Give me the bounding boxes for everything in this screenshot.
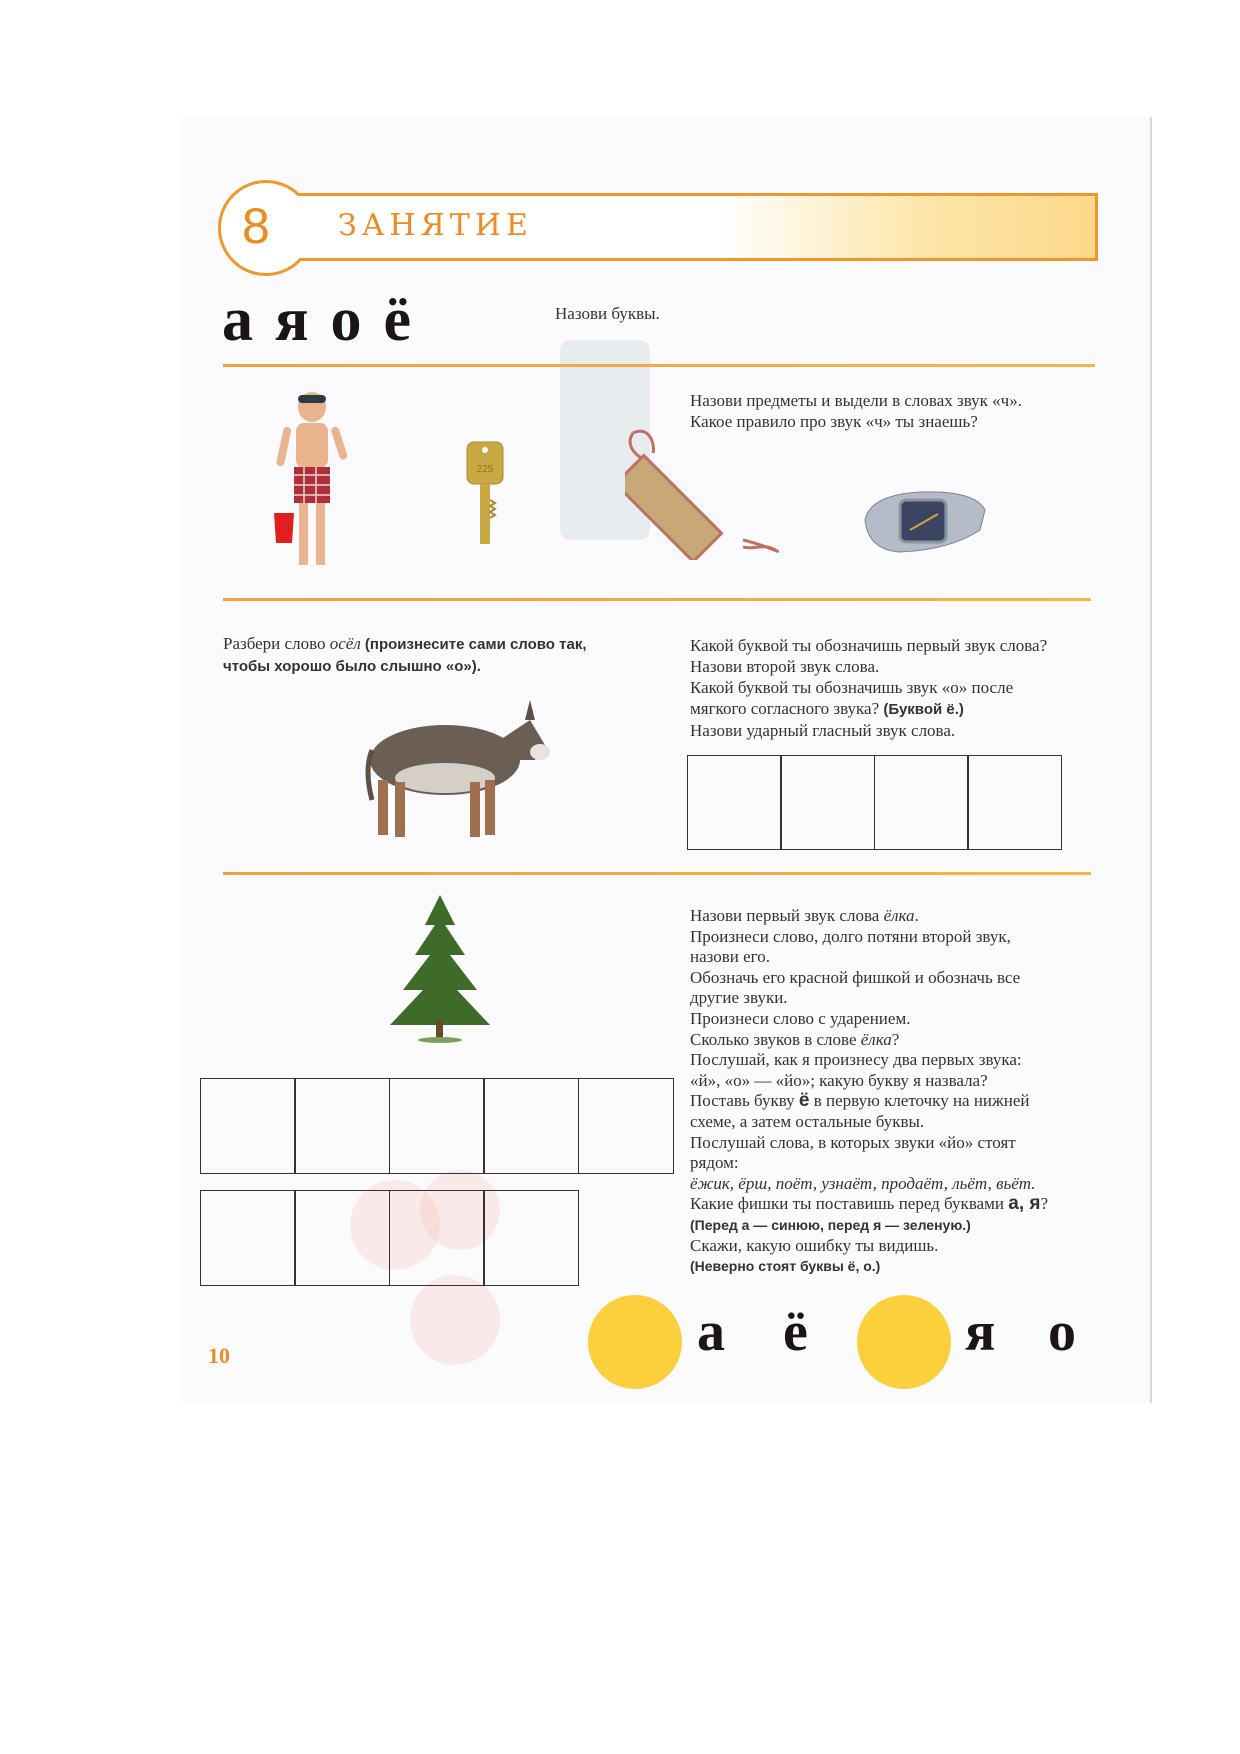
instruction-line: Послушай слова, в которых звуки «йо» стоят	[690, 1132, 1016, 1152]
instruction-line: Произнеси слово с ударением.	[690, 1008, 911, 1028]
bottom-letter-ya: я	[965, 1301, 996, 1363]
yellow-chip[interactable]	[588, 1295, 682, 1389]
instruction-line: схеме, а затем остальные буквы.	[690, 1111, 925, 1131]
scheme-cell[interactable]	[389, 1078, 485, 1174]
instruction-text: Поставь букву	[690, 1091, 799, 1111]
letter-cell[interactable]	[294, 1190, 390, 1286]
letter-cell[interactable]	[200, 1190, 296, 1286]
question-line: Назови ударный гласный звук слова.	[690, 721, 956, 740]
word-italic: осёл	[329, 634, 361, 653]
instruction-line: «й», «о» — «йо»; какую букву я назвала?	[690, 1070, 988, 1090]
lesson-title: ЗАНЯТИЕ	[338, 208, 533, 243]
page-number: 10	[208, 1343, 230, 1368]
word-italic: ёлка	[860, 1029, 892, 1049]
scheme-cell[interactable]	[874, 755, 969, 850]
instruction-text: Разбери слово	[223, 634, 330, 653]
instruction-line: другие звуки.	[690, 988, 788, 1008]
scheme-cell[interactable]	[294, 1078, 390, 1174]
scheme-cell[interactable]	[780, 755, 875, 850]
sound-scheme-5-cells	[201, 1078, 674, 1174]
header-mask	[262, 196, 322, 258]
punct: ?	[891, 1029, 900, 1049]
letters-bold: а, я	[1008, 1193, 1041, 1215]
key-tag-number: 225	[476, 464, 494, 475]
letter-yo: ё	[383, 286, 412, 354]
boy-with-bucket-picture	[272, 385, 352, 585]
letter-scheme-4-cells	[201, 1190, 579, 1286]
instruction-line: Обозначь его красной фишкой и обозначь все	[690, 967, 1021, 987]
punct: .	[914, 906, 919, 925]
question-line: Какой буквой ты обозначишь первый звук слова?	[690, 636, 1048, 655]
letter-o: о	[330, 286, 362, 354]
instruction-line: Произнеси слово, долго потяни второй звук,	[690, 926, 1011, 946]
section-divider	[223, 364, 1095, 367]
scheme-cell[interactable]	[200, 1078, 296, 1174]
instruction-yolka	[690, 906, 1048, 1277]
scheme-cell[interactable]	[483, 1078, 579, 1174]
background-chip-ghost	[410, 1275, 500, 1365]
instruction-line: рядом:	[690, 1153, 739, 1173]
instruction-text: Сколько звуков в слове	[690, 1029, 861, 1049]
question-line: мягкого согласного звука?	[690, 699, 884, 718]
section-divider	[223, 872, 1091, 875]
letter-cell[interactable]	[483, 1190, 579, 1286]
scheme-cell[interactable]	[967, 755, 1062, 850]
instruction-questions	[690, 635, 1047, 741]
bottom-letter-yo: ё	[783, 1301, 808, 1363]
bottom-letter-a: а	[697, 1301, 725, 1363]
letters-row	[222, 285, 411, 355]
lesson-number: 8	[242, 198, 270, 254]
instruction-line: Назови предметы и выдели в словах звук «ч».	[690, 391, 1022, 410]
letter-ya: я	[275, 286, 309, 354]
instruction-analyze-word	[223, 633, 623, 677]
scheme-cell[interactable]	[687, 755, 782, 850]
section-divider	[223, 598, 1091, 601]
question-line: Назови второй звук слова.	[690, 657, 880, 676]
instruction-line: Какое правило про звук «ч» ты знаешь?	[690, 412, 978, 431]
letter-a: а	[222, 286, 253, 354]
word-italic: ёлка	[883, 906, 915, 925]
answer-note: (Буквой ё.)	[883, 701, 964, 718]
scheme-cell[interactable]	[578, 1078, 674, 1174]
instruction-text: в первую клеточку на нижней	[809, 1091, 1030, 1111]
teacher-note: (произнесите сами слово так, чтобы хорошо было слышно «о»).	[223, 636, 587, 675]
instruction-line: Послушай, как я произнесу два первых звука:	[690, 1050, 1022, 1070]
yellow-chip[interactable]	[857, 1295, 951, 1389]
instruction-line: назови его.	[690, 947, 770, 967]
instruction-text: Назови первый звук слова	[690, 906, 884, 925]
instruction-text: Какие фишки ты поставишь перед буквами	[690, 1194, 1009, 1214]
instruction-line: Скажи, какую ошибку ты видишь.	[690, 1235, 939, 1255]
wristwatch-picture	[860, 480, 990, 555]
letter-bold: ё	[798, 1090, 810, 1112]
page-edge	[1150, 117, 1152, 1403]
sound-scheme-4-cells	[688, 755, 1062, 850]
letter-cell[interactable]	[389, 1190, 485, 1286]
fir-tree-picture	[385, 890, 495, 1045]
answer-note: (Перед а — синюю, перед я — зеленую.)	[690, 1216, 971, 1233]
example-words: ёжик, ёрш, поёт, узнаёт, продаёт, льёт, вьёт.	[690, 1173, 1036, 1193]
key-picture	[465, 440, 505, 550]
washcloth-picture	[625, 425, 795, 560]
punct: ?	[1040, 1194, 1049, 1214]
answer-note: (Неверно стоят буквы ё, о.)	[690, 1258, 881, 1275]
bottom-letter-o: о	[1048, 1301, 1076, 1363]
donkey-picture	[350, 690, 555, 840]
instruction-name-letters: Назови буквы.	[555, 304, 660, 323]
question-line: Какой буквой ты обозначишь звук «о» после	[690, 678, 1014, 697]
